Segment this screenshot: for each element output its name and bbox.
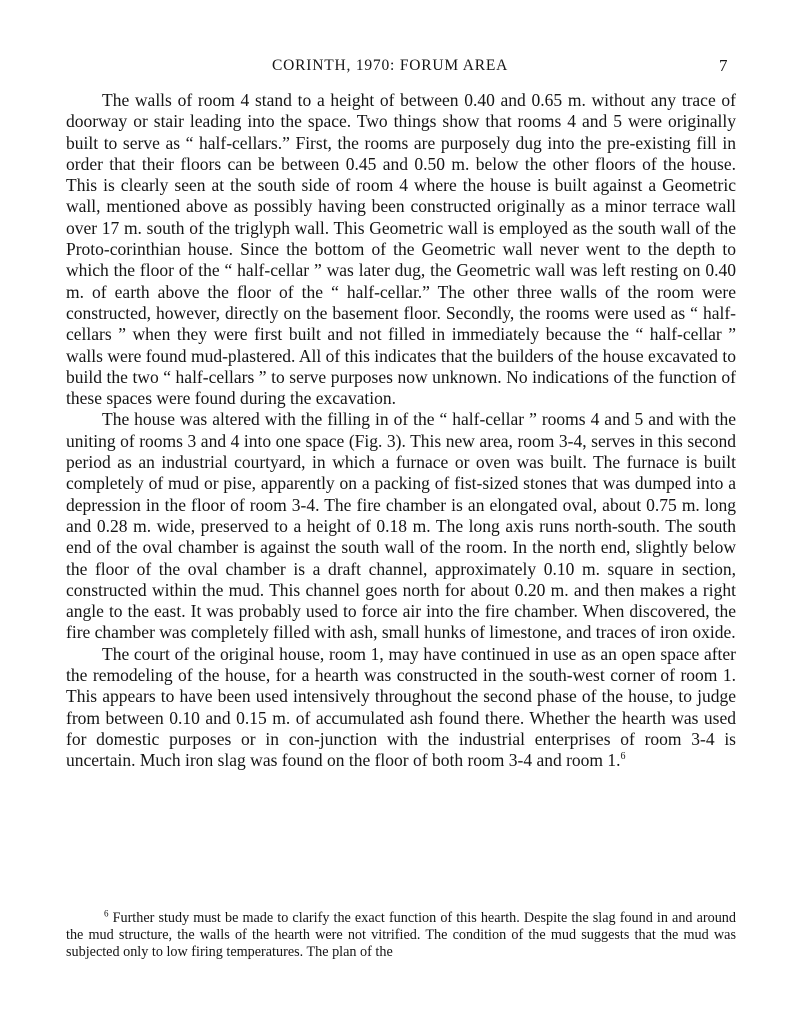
footnote-paragraph bbox=[66, 910, 736, 960]
paragraph bbox=[66, 644, 736, 772]
footnote-reference[interactable]: 6 bbox=[620, 751, 626, 763]
body-text bbox=[66, 90, 736, 772]
running-title: CORINTH, 1970: FORUM AREA bbox=[272, 57, 509, 74]
footnote bbox=[66, 910, 736, 960]
footnote-text: Further study must be made to clarify the exact function of this hearth. Despite the slag found in and around the mud structure, the walls of the hearth were not vitrified. The condition of the mud suggests that the mud was subjected only to low firing temperatures. The plan of the bbox=[66, 910, 736, 960]
paragraph-text: The court of the original house, room 1, may have continued in use as an open space after the remodeling of the house, for a hearth was constructed in the south-west corner of room 1. This appears to have been used intensively throughout the second phase of the house, to judge from between 0.10 and 0.15 m. of accumulated ash found there. Whether the hearth was used for domestic purposes or in con-junction with the industrial enterprises of room 3-4 is uncertain. Much iron slag was found on the floor of both room 3-4 and room 1. bbox=[66, 643, 736, 771]
page-number: 7 bbox=[719, 56, 728, 75]
paragraph: The walls of room 4 stand to a height of between 0.40 and 0.65 m. without any trace of doorway or stair leading into the space. Two things show that rooms 4 and 5 were originally built to serve as “ half-cellars.” First, the rooms are purposely dug into the pre-existing fill in order that their floors can be between 0.45 and 0.50 m. below the other floors of the house. This is clearly seen at the south side of room 4 where the house is built against a Geometric wall, mentioned above as possibly having been constructed originally as a minor terrace wall over 17 m. south of the triglyph wall. This Geometric wall is employed as the south wall of the Proto-corinthian house. Since the bottom of the Geometric wall never went to the depth to which the floor of the “ half-cellar ” was later dug, the Geometric wall was left resting on 0.40 m. of earth above the floor of the “ half-cellar.” The other three walls of the room were constructed, however, directly on the basement floor. Secondly, the rooms were used as “ half-cellars ” when they were first built and not filled in immediately because the “ half-cellar ” walls were found mud-plastered. All of this indicates that the builders of the house excavated to build the two “ half-cellars ” to serve purposes now unknown. No indications of the function of these spaces were found during the excavation. bbox=[66, 90, 736, 409]
footnote-marker: 6 bbox=[104, 908, 109, 919]
paragraph: The house was altered with the filling in of the “ half-cellar ” rooms 4 and 5 and with the uniting of rooms 3 and 4 into one space (Fig. 3). This new area, room 3-4, serves in this second period as an industrial courtyard, in which a furnace or oven was built. The furnace is built completely of mud or pise, apparently on a packing of fist-sized stones that was dumped into a depression in the floor of room 3-4. The fire chamber is an elongated oval, about 0.75 m. long and 0.28 m. wide, preserved to a height of 0.18 m. The long axis runs north-south. The south end of the oval chamber is against the south wall of the room. In the north end, slightly below the floor of the oval chamber is a draft channel, approximately 0.10 m. square in section, constructed within the mud. This channel goes north for about 0.20 m. and then makes a right angle to the east. It was probably used to force air into the fire chamber. When discovered, the fire chamber was completely filled with ash, small hunks of limestone, and traces of iron oxide. bbox=[66, 409, 736, 643]
